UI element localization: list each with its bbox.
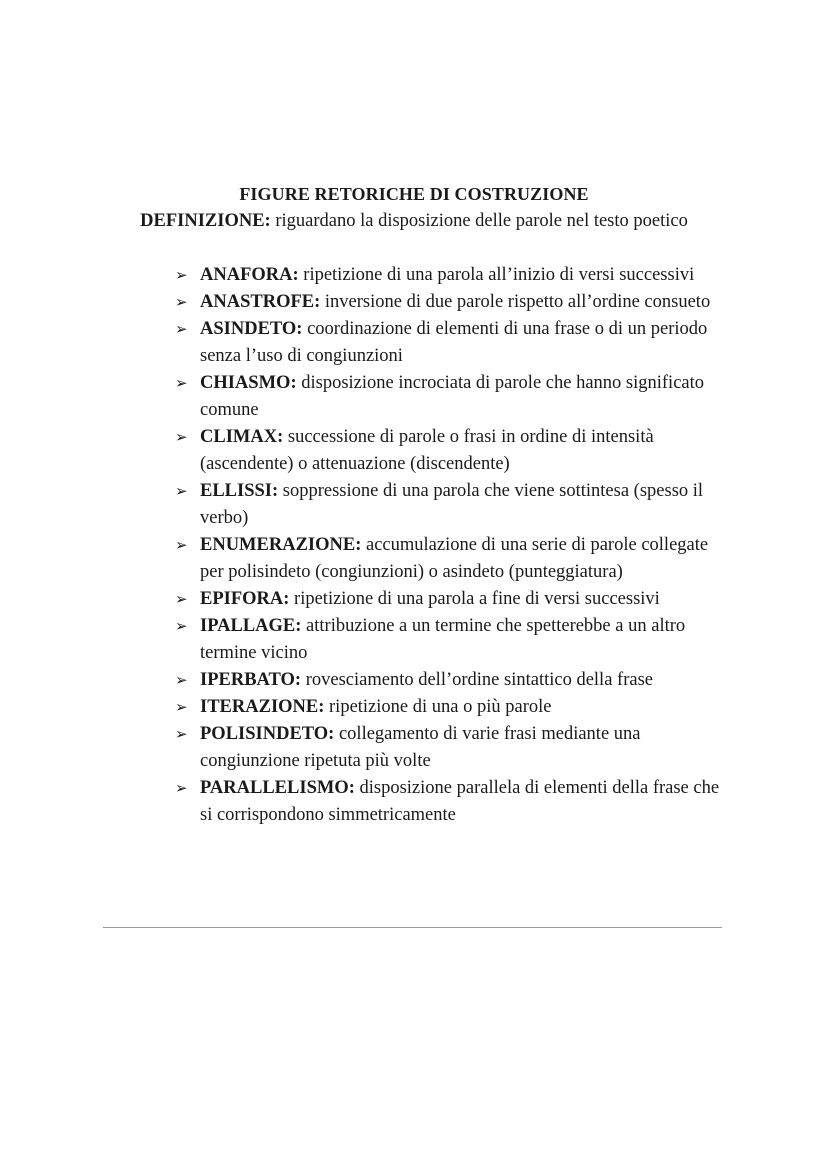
arrow-bullet-icon: ➢ [175, 266, 188, 284]
arrow-bullet-icon: ➢ [175, 536, 188, 554]
item-description: inversione di due parole rispetto all’ordine consueto [320, 292, 711, 312]
list-item [175, 586, 735, 613]
item-term: PARALLELISMO: [200, 778, 355, 798]
item-term: EPIFORA: [200, 589, 290, 609]
item-description: rovesciamento dell’ordine sintattico della frase [301, 670, 653, 690]
arrow-bullet-icon: ➢ [175, 293, 188, 311]
list-item [175, 667, 735, 694]
definition-line [0, 208, 828, 234]
figures-list [175, 262, 735, 829]
arrow-bullet-icon: ➢ [175, 482, 188, 500]
item-term: ASINDETO: [200, 319, 303, 339]
list-item [175, 289, 735, 316]
arrow-bullet-icon: ➢ [175, 320, 188, 338]
list-item [175, 694, 735, 721]
list-item [175, 316, 735, 370]
item-term: ELLISSI: [200, 481, 279, 501]
horizontal-divider [103, 927, 722, 928]
list-item [175, 424, 735, 478]
item-term: CHIASMO: [200, 373, 297, 393]
list-item [175, 370, 735, 424]
item-term: IPALLAGE: [200, 616, 302, 636]
item-term: POLISINDETO: [200, 724, 335, 744]
definition-text: riguardano la disposizione delle parole nel testo poetico [270, 211, 688, 231]
page-title: FIGURE RETORICHE DI COSTRUZIONE [239, 184, 589, 204]
list-item [175, 613, 735, 667]
arrow-bullet-icon: ➢ [175, 428, 188, 446]
item-term: ANASTROFE: [200, 292, 321, 312]
item-description: ripetizione di una parola all’inizio di versi successivi [298, 265, 695, 285]
arrow-bullet-icon: ➢ [175, 590, 188, 608]
arrow-bullet-icon: ➢ [175, 779, 188, 797]
list-item [175, 775, 735, 829]
item-term: CLIMAX: [200, 427, 284, 447]
definition-label: DEFINIZIONE: [140, 211, 271, 231]
list-item [175, 478, 735, 532]
arrow-bullet-icon: ➢ [175, 698, 188, 716]
item-description: attribuzione a un termine che spetterebbe a un altro termine vicino [200, 616, 686, 663]
item-description: accumulazione di una serie di parole collegate per polisindeto (congiunzioni) o asindeto (punteggiatura) [200, 535, 709, 582]
item-description: ripetizione di una o più parole [324, 697, 552, 717]
list-item [175, 532, 735, 586]
item-description: collegamento di varie frasi mediante una congiunzione ripetuta più volte [200, 724, 641, 771]
item-description: disposizione incrociata di parole che hanno significato comune [200, 373, 705, 420]
item-term: IPERBATO: [200, 670, 302, 690]
arrow-bullet-icon: ➢ [175, 374, 188, 392]
item-term: ANAFORA: [200, 265, 299, 285]
item-term: ENUMERAZIONE: [200, 535, 362, 555]
list-item [175, 262, 735, 289]
item-description: disposizione parallela di elementi della frase che si corrispondono simmetricamente [200, 778, 720, 825]
item-term: ITERAZIONE: [200, 697, 325, 717]
arrow-bullet-icon: ➢ [175, 671, 188, 689]
item-description: ripetizione di una parola a fine di versi successivi [289, 589, 660, 609]
arrow-bullet-icon: ➢ [175, 617, 188, 635]
arrow-bullet-icon: ➢ [175, 725, 188, 743]
list-item [175, 721, 735, 775]
item-description: coordinazione di elementi di una frase o di un periodo senza l’uso di congiunzioni [200, 319, 708, 366]
item-description: soppressione di una parola che viene sottintesa (spesso il verbo) [200, 481, 704, 528]
item-description: successione di parole o frasi in ordine di intensità (ascendente) o attenuazione (discendente) [200, 427, 654, 474]
